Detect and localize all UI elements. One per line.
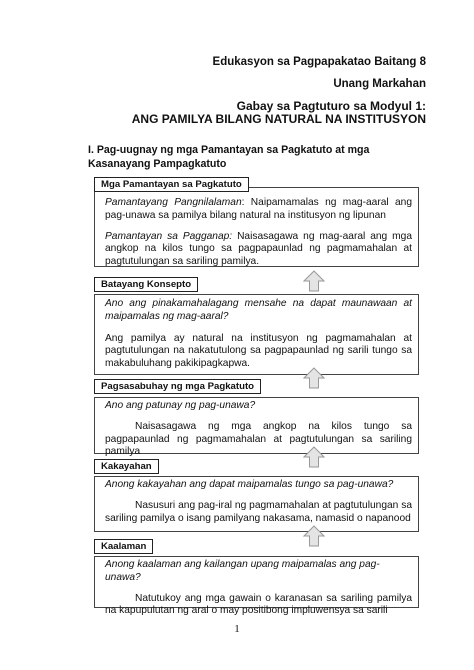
pamantayan-tag: Mga Pamantayan sa Pagkatuto xyxy=(94,177,249,192)
section-heading: I. Pag-uugnay ng mga Pamantayan sa Pagkatuto at mga Kasanayang Pampagkatuto xyxy=(88,144,370,170)
document-quarter: Unang Markahan xyxy=(333,78,426,90)
pamantayan-sa-pagganap-label: Pamantayan sa Pagganap: xyxy=(105,230,233,242)
up-arrow-icon xyxy=(303,270,325,292)
page-number: 1 xyxy=(234,623,240,635)
pagsasabuhay-box xyxy=(94,397,419,458)
batayang-konsepto-answer: Ang pamilya ay natural na institusyon ng pagmamahalan at pagtutulungan na nakatutulong sa pagpapaunlad ng sarili tungo sa makabuluhang pakikipagkapwa. xyxy=(105,332,412,370)
pamantayan-box xyxy=(94,187,419,267)
pamantayang-pangnilalaman-label: Pamantayang Pangnilalaman xyxy=(105,197,242,208)
batayang-konsepto-box xyxy=(94,294,419,375)
kakayahan-question: Anong kakayahan ang dapat maipamalas tungo sa pag-unawa? xyxy=(105,479,394,490)
up-arrow-icon xyxy=(303,446,325,468)
kakayahan-box xyxy=(94,476,419,532)
pamantayang-pangnilalaman-text: : Naipamamalas ng mag-aaral ang pag-unawa sa pamilya bilang natural na institusyon ng lipunan xyxy=(105,197,412,221)
pagsasabuhay-tag: Pagsasabuhay ng mga Pagkatuto xyxy=(94,379,261,394)
up-arrow-icon xyxy=(303,525,325,547)
document-subject-title: Edukasyon sa Pagpapakatao Baitang 8 xyxy=(212,56,426,68)
kaalaman-tag: Kaalaman xyxy=(94,539,153,554)
module-guide-title: Gabay sa Pagtuturo sa Modyul 1: xyxy=(236,99,426,113)
kaalaman-answer: Natutukoy ang mga gawain o karanasan sa sariling pamilya na kapupulutan ng aral o may positibong impluwensya sa sarili xyxy=(105,592,412,617)
kakayahan-answer: Nasusuri ang pag-iral ng pagmamahalan at pagtutulungan sa sariling pamilya o isang pamilyang nakasama, namasid o napanood xyxy=(105,499,412,524)
module-title: ANG PAMILYA BILANG NATURAL NA INSTITUSYON xyxy=(131,112,426,126)
up-arrow-icon xyxy=(303,367,325,389)
pagsasabuhay-question: Ano ang patunay ng pag-unawa? xyxy=(105,400,256,411)
pagsasabuhay-answer: Naisasagawa ng mga angkop na kilos tungo sa pagpapaunlad ng pagmamahalan at pagtutulungan sa sariling pamilya xyxy=(105,420,412,458)
kaalaman-box xyxy=(94,556,419,617)
batayang-konsepto-tag: Batayang Konsepto xyxy=(94,277,198,292)
kakayahan-tag: Kakayahan xyxy=(94,459,159,474)
pamantayan-sa-pagganap-text: Naisasagawa ng mag-aaral ang mga angkop na kilos tungo sa pagpapaunlad ng pagmamahalan at pagtutulungan sa sariling pamilya. xyxy=(105,230,412,268)
kaalaman-question: Anong kaalaman ang kailangan upang maipamalas ang pag-unawa? xyxy=(105,559,380,583)
batayang-konsepto-question: Ano ang pinakamahalagang mensahe na dapat maunawaan at maipamalas ng mag-aaral? xyxy=(105,298,412,322)
